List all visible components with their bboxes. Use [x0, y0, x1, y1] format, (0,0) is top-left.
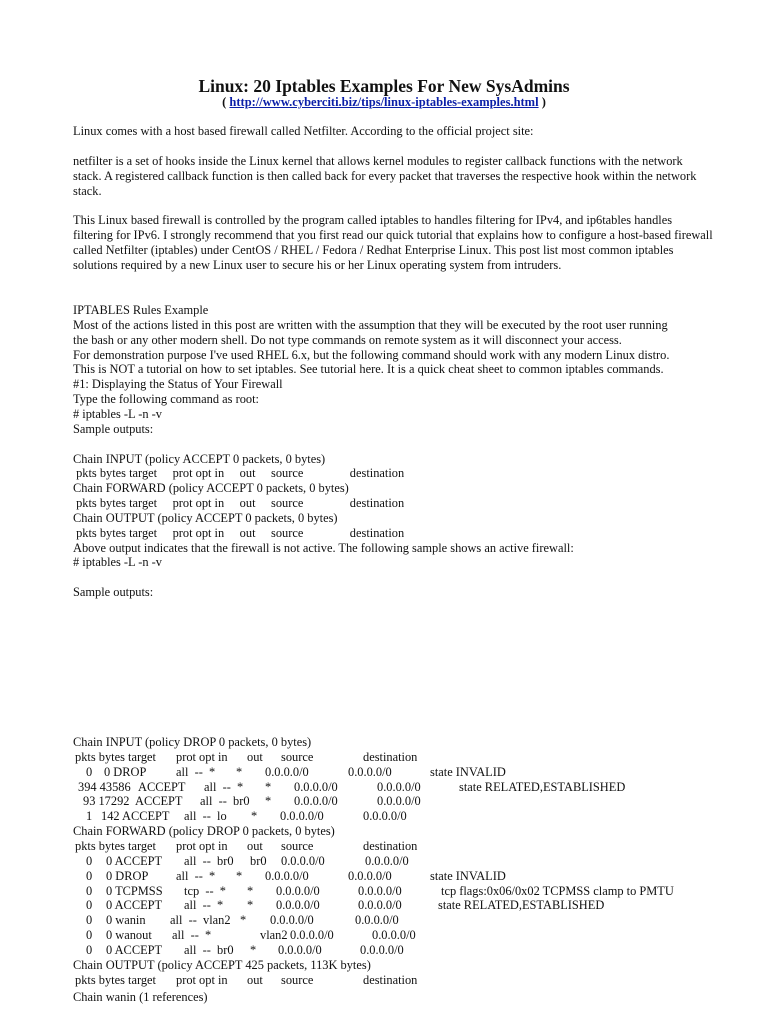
- rule-cell: 0 DROP: [104, 764, 147, 779]
- intro-paragraph: netfilter is a set of hooks inside the Linux kernel that allows kernel modules to register callback functions with the network stack. A registered callback function is then called back for every packet that traverses the respective hook within the network stack.: [73, 154, 697, 198]
- rule-cell: all -- *: [204, 779, 244, 794]
- rule-cell: 0 ACCEPT: [106, 898, 163, 913]
- rule-cell: 93 17292: [83, 794, 130, 809]
- rule-cell: 0.0.0.0/0: [372, 928, 416, 943]
- column-header: prot opt in: [176, 838, 228, 853]
- body-line: Sample outputs:: [73, 421, 154, 436]
- column-header: pkts bytes target: [75, 838, 156, 853]
- rule-cell: all -- lo: [184, 809, 227, 824]
- intro-paragraph: This Linux based firewall is controlled by the program called iptables to handles filtering for IPv4, and ip6tables handles filtering for IPv6. I strongly recommend that you first read our quick tutorial that explains how to configure a host-based firewall called Netfilter (iptables) under CentOS / RHEL / Fedora / Redhat Enterprise Linux. This post list most common iptables solutions required by a new Linux user to secure his or her Linux operating system from intruders.: [73, 213, 713, 272]
- rule-cell: *: [251, 809, 258, 824]
- body-line: pkts bytes target prot opt in out source destination: [73, 466, 405, 481]
- column-header: pkts bytes target: [75, 749, 156, 764]
- rule-cell: 0.0.0.0/0: [355, 913, 399, 928]
- rule-cell: *: [250, 942, 257, 957]
- rule-cell: *: [265, 794, 272, 809]
- rule-cell: 0.0.0.0/0: [270, 913, 314, 928]
- body-line: Type the following command as root:: [73, 392, 259, 407]
- rule-cell: 0: [86, 898, 93, 913]
- rule-cell: state RELATED,ESTABLISHED: [438, 898, 605, 913]
- body-line: Chain INPUT (policy ACCEPT 0 packets, 0 bytes): [73, 451, 326, 466]
- rule-cell: *: [240, 913, 247, 928]
- rule-cell: 0.0.0.0/0: [348, 764, 392, 779]
- rule-cell: 0.0.0.0/0: [278, 942, 322, 957]
- rule-cell: *: [236, 764, 243, 779]
- rule-cell: 394 43586: [78, 779, 131, 794]
- body-line: IPTABLES Rules Example: [73, 303, 209, 317]
- column-header: source: [281, 972, 314, 987]
- column-header: out: [247, 749, 263, 764]
- rule-cell: 0.0.0.0/0: [363, 809, 407, 824]
- rule-cell: 0 ACCEPT: [106, 853, 163, 868]
- rule-cell: all -- br0: [184, 853, 234, 868]
- source-url-link[interactable]: http://www.cyberciti.biz/tips/linux-iptables-examples.html: [229, 95, 539, 109]
- rule-cell: 0: [86, 853, 93, 868]
- column-header: source: [281, 749, 314, 764]
- column-header: prot opt in: [176, 972, 228, 987]
- column-header: source: [281, 838, 314, 853]
- rule-cell: 0 ACCEPT: [106, 942, 163, 957]
- rule-cell: *: [247, 883, 254, 898]
- rule-cell: all -- vlan2: [170, 913, 231, 928]
- rule-cell: 0.0.0.0/0: [276, 898, 320, 913]
- source-url: [0, 95, 768, 109]
- body-line: For demonstration purpose I've used RHEL 6.x, but the following command should work with any modern Linux distro.: [73, 347, 670, 362]
- rule-cell: 0.0.0.0/0: [265, 764, 309, 779]
- rule-cell: 0.0.0.0/0: [290, 928, 334, 943]
- rule-cell: 142 ACCEPT: [101, 809, 170, 824]
- rule-cell: 0: [86, 883, 93, 898]
- body-line: # iptables -L -n -v: [73, 555, 163, 570]
- chain-header: Chain FORWARD (policy DROP 0 packets, 0 bytes): [73, 824, 335, 839]
- rule-cell: *: [247, 898, 254, 913]
- chain-header: Chain OUTPUT (policy ACCEPT 425 packets, 113K bytes): [73, 957, 371, 972]
- rule-cell: 0.0.0.0/0: [365, 853, 409, 868]
- rule-cell: 1: [86, 809, 93, 824]
- rule-cell: ACCEPT: [135, 794, 183, 809]
- rule-cell: all -- *: [176, 764, 216, 779]
- rule-cell: 0: [86, 868, 93, 883]
- rule-cell: 0 wanin: [106, 913, 146, 928]
- rule-cell: 0.0.0.0/0: [377, 779, 421, 794]
- rule-cell: all -- *: [184, 898, 224, 913]
- rule-cell: 0: [86, 928, 93, 943]
- rule-cell: 0.0.0.0/0: [280, 809, 324, 824]
- rule-cell: state INVALID: [430, 764, 506, 779]
- body-line: # iptables -L -n -v: [73, 406, 163, 421]
- rule-cell: state INVALID: [430, 868, 506, 883]
- rule-cell: 0.0.0.0/0: [360, 942, 404, 957]
- rule-cell: 0.0.0.0/0: [358, 883, 402, 898]
- rule-cell: vlan2: [260, 928, 288, 943]
- body-line: Chain OUTPUT (policy ACCEPT 0 packets, 0 bytes): [73, 510, 338, 525]
- chain-header: Chain wanin (1 references): [73, 990, 208, 1004]
- rule-cell: 0.0.0.0/0: [276, 883, 320, 898]
- rule-cell: 0 TCPMSS: [106, 883, 163, 898]
- rule-cell: 0 wanout: [106, 928, 152, 943]
- rule-cell: all -- br0: [184, 942, 234, 957]
- rule-cell: *: [236, 868, 243, 883]
- rule-cell: *: [265, 779, 272, 794]
- rule-cell: br0: [250, 853, 267, 868]
- rule-cell: tcp flags:0x06/0x02 TCPMSS clamp to PMTU: [441, 883, 674, 898]
- url-prefix: (: [222, 95, 230, 109]
- column-header: out: [247, 972, 263, 987]
- page-title: Linux: 20 Iptables Examples For New SysAdmins: [198, 76, 570, 96]
- rule-cell: 0.0.0.0/0: [377, 794, 421, 809]
- rule-cell: 0.0.0.0/0: [294, 794, 338, 809]
- body-line: Chain FORWARD (policy ACCEPT 0 packets, 0 bytes): [73, 481, 349, 496]
- column-header: destination: [363, 749, 418, 764]
- body-line: the bash or any other modern shell. Do not type commands on remote system as it will disconnect your access.: [73, 332, 622, 347]
- rule-cell: 0: [86, 764, 93, 779]
- rule-cell: ACCEPT: [138, 779, 186, 794]
- body-line: Above output indicates that the firewall is not active. The following sample shows an active firewall:: [73, 540, 574, 555]
- rule-cell: tcp -- *: [184, 883, 226, 898]
- rule-cell: 0.0.0.0/0: [281, 853, 325, 868]
- column-header: destination: [363, 972, 418, 987]
- column-header: destination: [363, 838, 418, 853]
- rule-cell: state RELATED,ESTABLISHED: [459, 779, 626, 794]
- rule-cell: 0: [86, 942, 93, 957]
- body-line: pkts bytes target prot opt in out source destination: [73, 496, 405, 511]
- body-line: #1: Displaying the Status of Your Firewall: [73, 377, 283, 392]
- column-header: out: [247, 838, 263, 853]
- body-line: This is NOT a tutorial on how to set iptables. See tutorial here. It is a quick cheat sheet to common iptables commands.: [73, 362, 664, 377]
- column-header: prot opt in: [176, 749, 228, 764]
- rule-cell: 0: [86, 913, 93, 928]
- url-suffix: ): [538, 95, 546, 109]
- column-header: pkts bytes target: [75, 972, 156, 987]
- rule-cell: all -- *: [176, 868, 216, 883]
- intro-paragraph: Linux comes with a host based firewall called Netfilter. According to the official project site:: [73, 124, 534, 138]
- rule-cell: 0.0.0.0/0: [358, 898, 402, 913]
- rule-cell: 0.0.0.0/0: [294, 779, 338, 794]
- body-line: Sample outputs:: [73, 585, 154, 600]
- rule-cell: 0.0.0.0/0: [348, 868, 392, 883]
- body-line: Most of the actions listed in this post are written with the assumption that they will be executed by the root user running: [73, 317, 668, 332]
- chain-header: Chain INPUT (policy DROP 0 packets, 0 bytes): [73, 735, 312, 749]
- rule-cell: 0.0.0.0/0: [265, 868, 309, 883]
- rule-cell: 0 DROP: [106, 868, 149, 883]
- body-line: pkts bytes target prot opt in out source destination: [73, 525, 405, 540]
- rule-cell: all -- *: [172, 928, 212, 943]
- rule-cell: all -- br0: [200, 794, 250, 809]
